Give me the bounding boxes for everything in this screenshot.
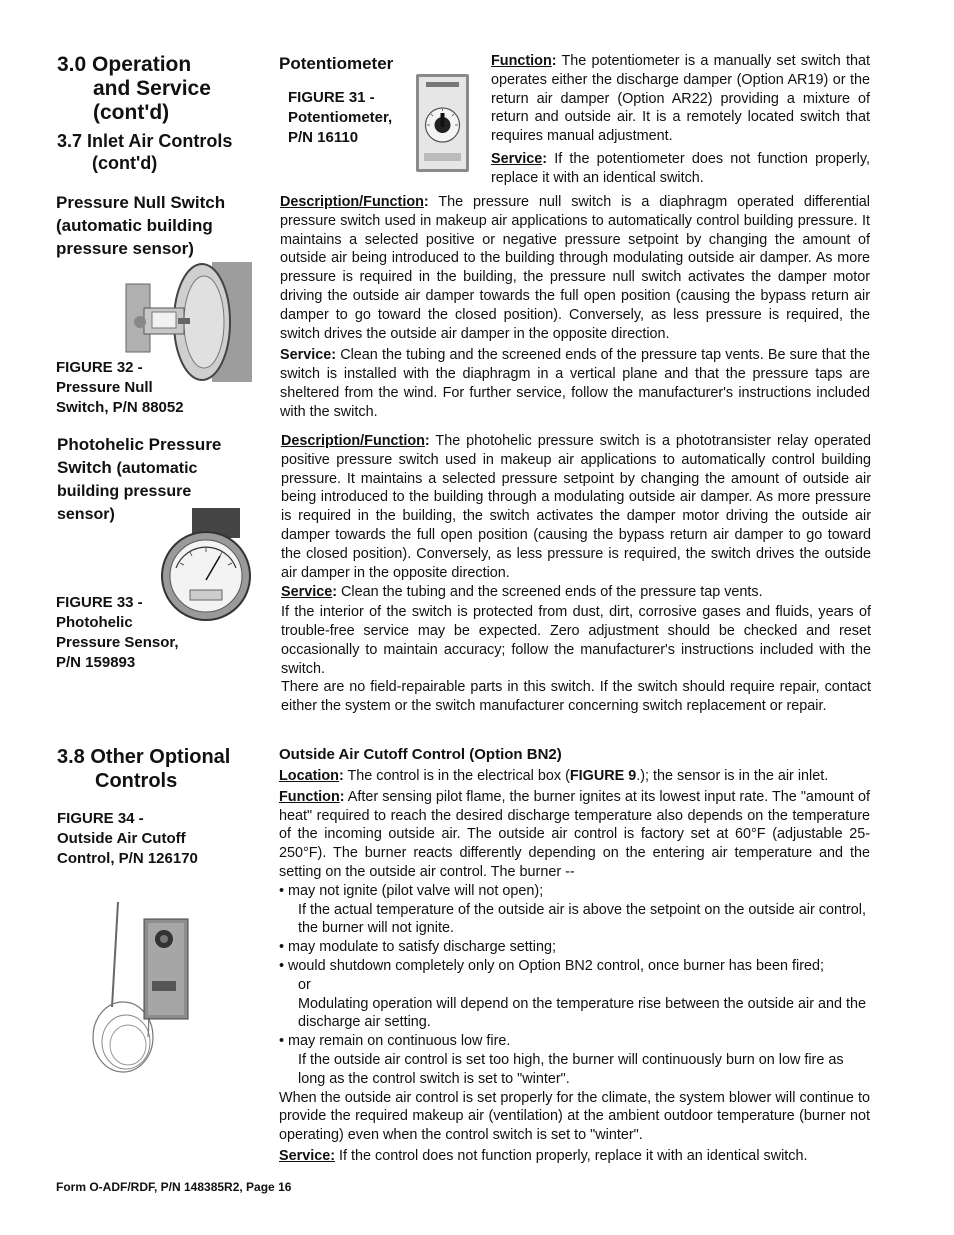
- service-label: Service:: [280, 347, 337, 364]
- pressure-null-switch-heading: Pressure Null Switch (automatic building pressure sensor): [56, 193, 226, 258]
- photohelic-text: Description/Function: The photohelic pressure switch is a phototransister relay operated positive pressure switch used in makeup air applications to automatically control building pressure. It maintains a selected pressure setpoint by changing the amount of outside air being introduced to the building through a modulating outside air damper. As more pressure is required in the building, the switch activates the damper motor driving the outside air damper towards the full open position (causing the bypass return air damper to go toward the closed position). Conversely, as less pressure is required, the switch drives the outside air damper in the opposite direction. Service: Clean the tubing and the screened ends of the pressure tap vents. If the interior of the switch is protected from dust, dirt, corrosive gases and fluids, years of trouble-free service may be expected. Zero adjustment should be checked and reset occasionally to maintain accuracy; follow the manufacturer's instructions included with the switch. There are no field-repairable parts in this switch. If the switch should require repair, contact either the system or the switch manufacturer concerning switch replacement or repair.: [281, 433, 871, 715]
- section-3-8-heading: 3.8 Other Optional Controls: [57, 746, 231, 792]
- figure-32-caption: FIGURE 32 - Pressure Null Switch, P/N 88052: [56, 359, 184, 416]
- potentiometer-heading: Potentiometer: [279, 54, 394, 73]
- outside-air-cutoff-image: [88, 897, 198, 1077]
- photohelic-heading: Photohelic Pressure Switch (automatic building pressure sensor): [57, 435, 222, 523]
- section-3-7-heading: 3.7 Inlet Air Controls (cont'd): [57, 131, 233, 173]
- bullet-item: • may remain on continuous low fire.: [279, 1033, 511, 1050]
- description-function-label: Description/Function: [281, 433, 425, 449]
- service-label: Service: [281, 584, 333, 601]
- service-label: Service:: [279, 1147, 336, 1164]
- potentiometer-image: [415, 73, 470, 173]
- outside-air-cutoff-heading: Outside Air Cutoff Control (Option BN2): [279, 746, 562, 763]
- section-3-0-heading: 3.0 Operation and Service (cont'd): [57, 53, 211, 124]
- figure-31-caption: FIGURE 31 - Potentiometer, P/N 16110: [288, 89, 393, 146]
- bullet-item: • would shutdown completely only on Option BN2 control, once burner has been fired;: [279, 957, 825, 974]
- figure-34-caption: FIGURE 34 - Outside Air Cutoff Control, P/N 126170: [57, 810, 198, 867]
- pressure-null-switch-text: Description/Function: The pressure null switch is a diaphragm operated differential pressure switch used in makeup air applications to automatically control building pressure. It maintains a selected positive or negative pressure setpoint by changing the amount of outside air being introduced to the building through modulating outside air damper. As more pressure is required in the building, the pressure null switch activates the damper motor driving the outside air damper towards the full open position (causing the bypass return air damper to go toward the closed position). Conversely, as less pressure is required, the switch drives the outside air damper in the opposite direction. Service: Clean the tubing and the screened ends of the pressure tap vents. Be sure that the switch is installed with the diaphragm in a vertical plane and that the pressure taps are sheltered from the wind. For further service, follow the manufacturer's instructions included with the switch.: [280, 194, 870, 420]
- bullet-item: • may not ignite (pilot valve will not open);: [279, 882, 544, 899]
- bullet-item: • may modulate to satisfy discharge setting;: [279, 939, 556, 956]
- outside-air-cutoff-text: Location: The control is in the electrical box (FIGURE 9.); the sensor is in the air inlet. Function: After sensing pilot flame, the burner ignites at its lowest input rate. The "amount of heat" required to reach the desired discharge temperature also depends on the temperature of the incoming outside air. The outside air control is factory set at 60°F (adjustable 25-250°F). The burner reacts differently depending on the entering air temperature and the setting on the outside air control. The burner -- • may not ignite (pilot valve will not open); If the actual temperature of the outside air is above the setpoint on the outside air control, the burner will not ignite. • may modulate to satisfy discharge setting; • would shutdown completely only on Option BN2 control, once burner has been fired; or Modulating operation will depend on the temperature rise between the outside air and the discharge air setting. • may remain on continuous low fire. If the outside air control is set too high, the burner will continuously burn on low fire as long as the control switch is set to "winter". When the outside air control is set properly for the climate, the system blower will continue to provide the required makeup air (ventilation) at the ambient outdoor temperature (burner not operating) even when the control switch is set to "winter". Service: If the control does not function properly, replace it with an identical switch.: [279, 768, 870, 1164]
- description-function-label: Description/Function: [280, 194, 424, 210]
- service-label: Service: [491, 150, 543, 167]
- figure-33-caption: FIGURE 33 - Photohelic Pressure Sensor, P/N 159893: [56, 594, 179, 671]
- potentiometer-function: Function: The potentiometer is a manually set switch that operates either the discharge damper (Option AR19) or the return air damper (Option AR22) providing a mixture of return and outside air. It is a remotely located switch that requires manual adjustment. Service: If the potentiometer does not function properly, replace it with an identical switch.: [491, 53, 870, 186]
- page-footer: Form O-ADF/RDF, P/N 148385R2, Page 16: [56, 1180, 292, 1194]
- location-label: Location: [279, 768, 339, 784]
- function-label: Function: [491, 53, 552, 69]
- function-label: Function: [279, 788, 340, 805]
